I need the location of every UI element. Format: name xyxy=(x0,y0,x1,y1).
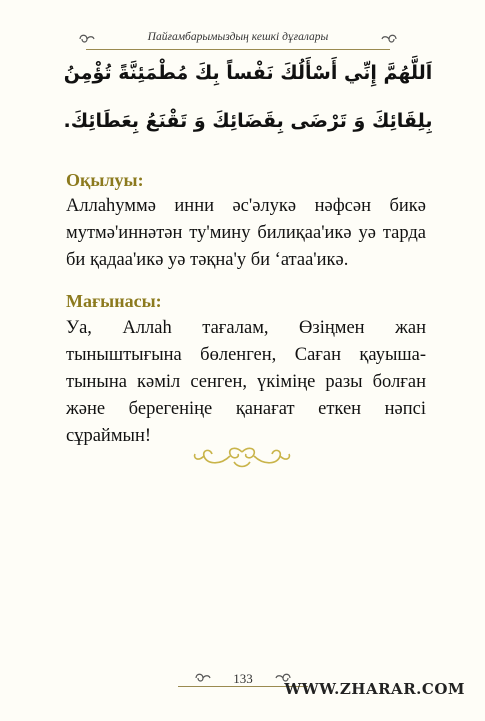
reading-text: Аллаһуммә инни әс'әлукә нәфсән бикә мутмә'иннәтән ту'мину билиқаа'икә уә тарда би қадаа'икә уә тәқна'у би ʻатаа'икә. xyxy=(66,196,426,270)
meaning-text: Уа, Аллаһ тағалам, Өзіңмен жан тыныштығына бөленген, Саған қауыша-тынына кәміл сенген, үкіміңе разы болған және берегеніңе қанағат еткен нәпсі сұраймын! xyxy=(66,318,426,446)
flourish-divider-icon xyxy=(190,442,294,476)
right-header-ornament-icon xyxy=(380,32,398,46)
arabic-line-1: اَللَّهُمَّ إِنِّي أَسْأَلُكَ نَفْساً بِكَ مُطْمَئِنَّةً تُؤْمِنُ xyxy=(63,62,433,84)
reading-heading: Оқылуы: xyxy=(66,170,144,190)
meaning-heading: Мағынасы: xyxy=(66,291,162,311)
site-watermark: WWW.ZHARAR.COM xyxy=(284,680,465,698)
page-header xyxy=(78,30,398,52)
header-title: Пайғамбарымыздың кешкі дұғалары xyxy=(147,31,329,43)
header-rule xyxy=(86,49,390,50)
page-number: 133 xyxy=(233,671,253,686)
arabic-line-2: بِلِقَائِكَ وَ تَرْضَى بِقَضَائِكَ وَ تَقْنَعُ بِعَطَائِكَ. xyxy=(63,110,433,132)
